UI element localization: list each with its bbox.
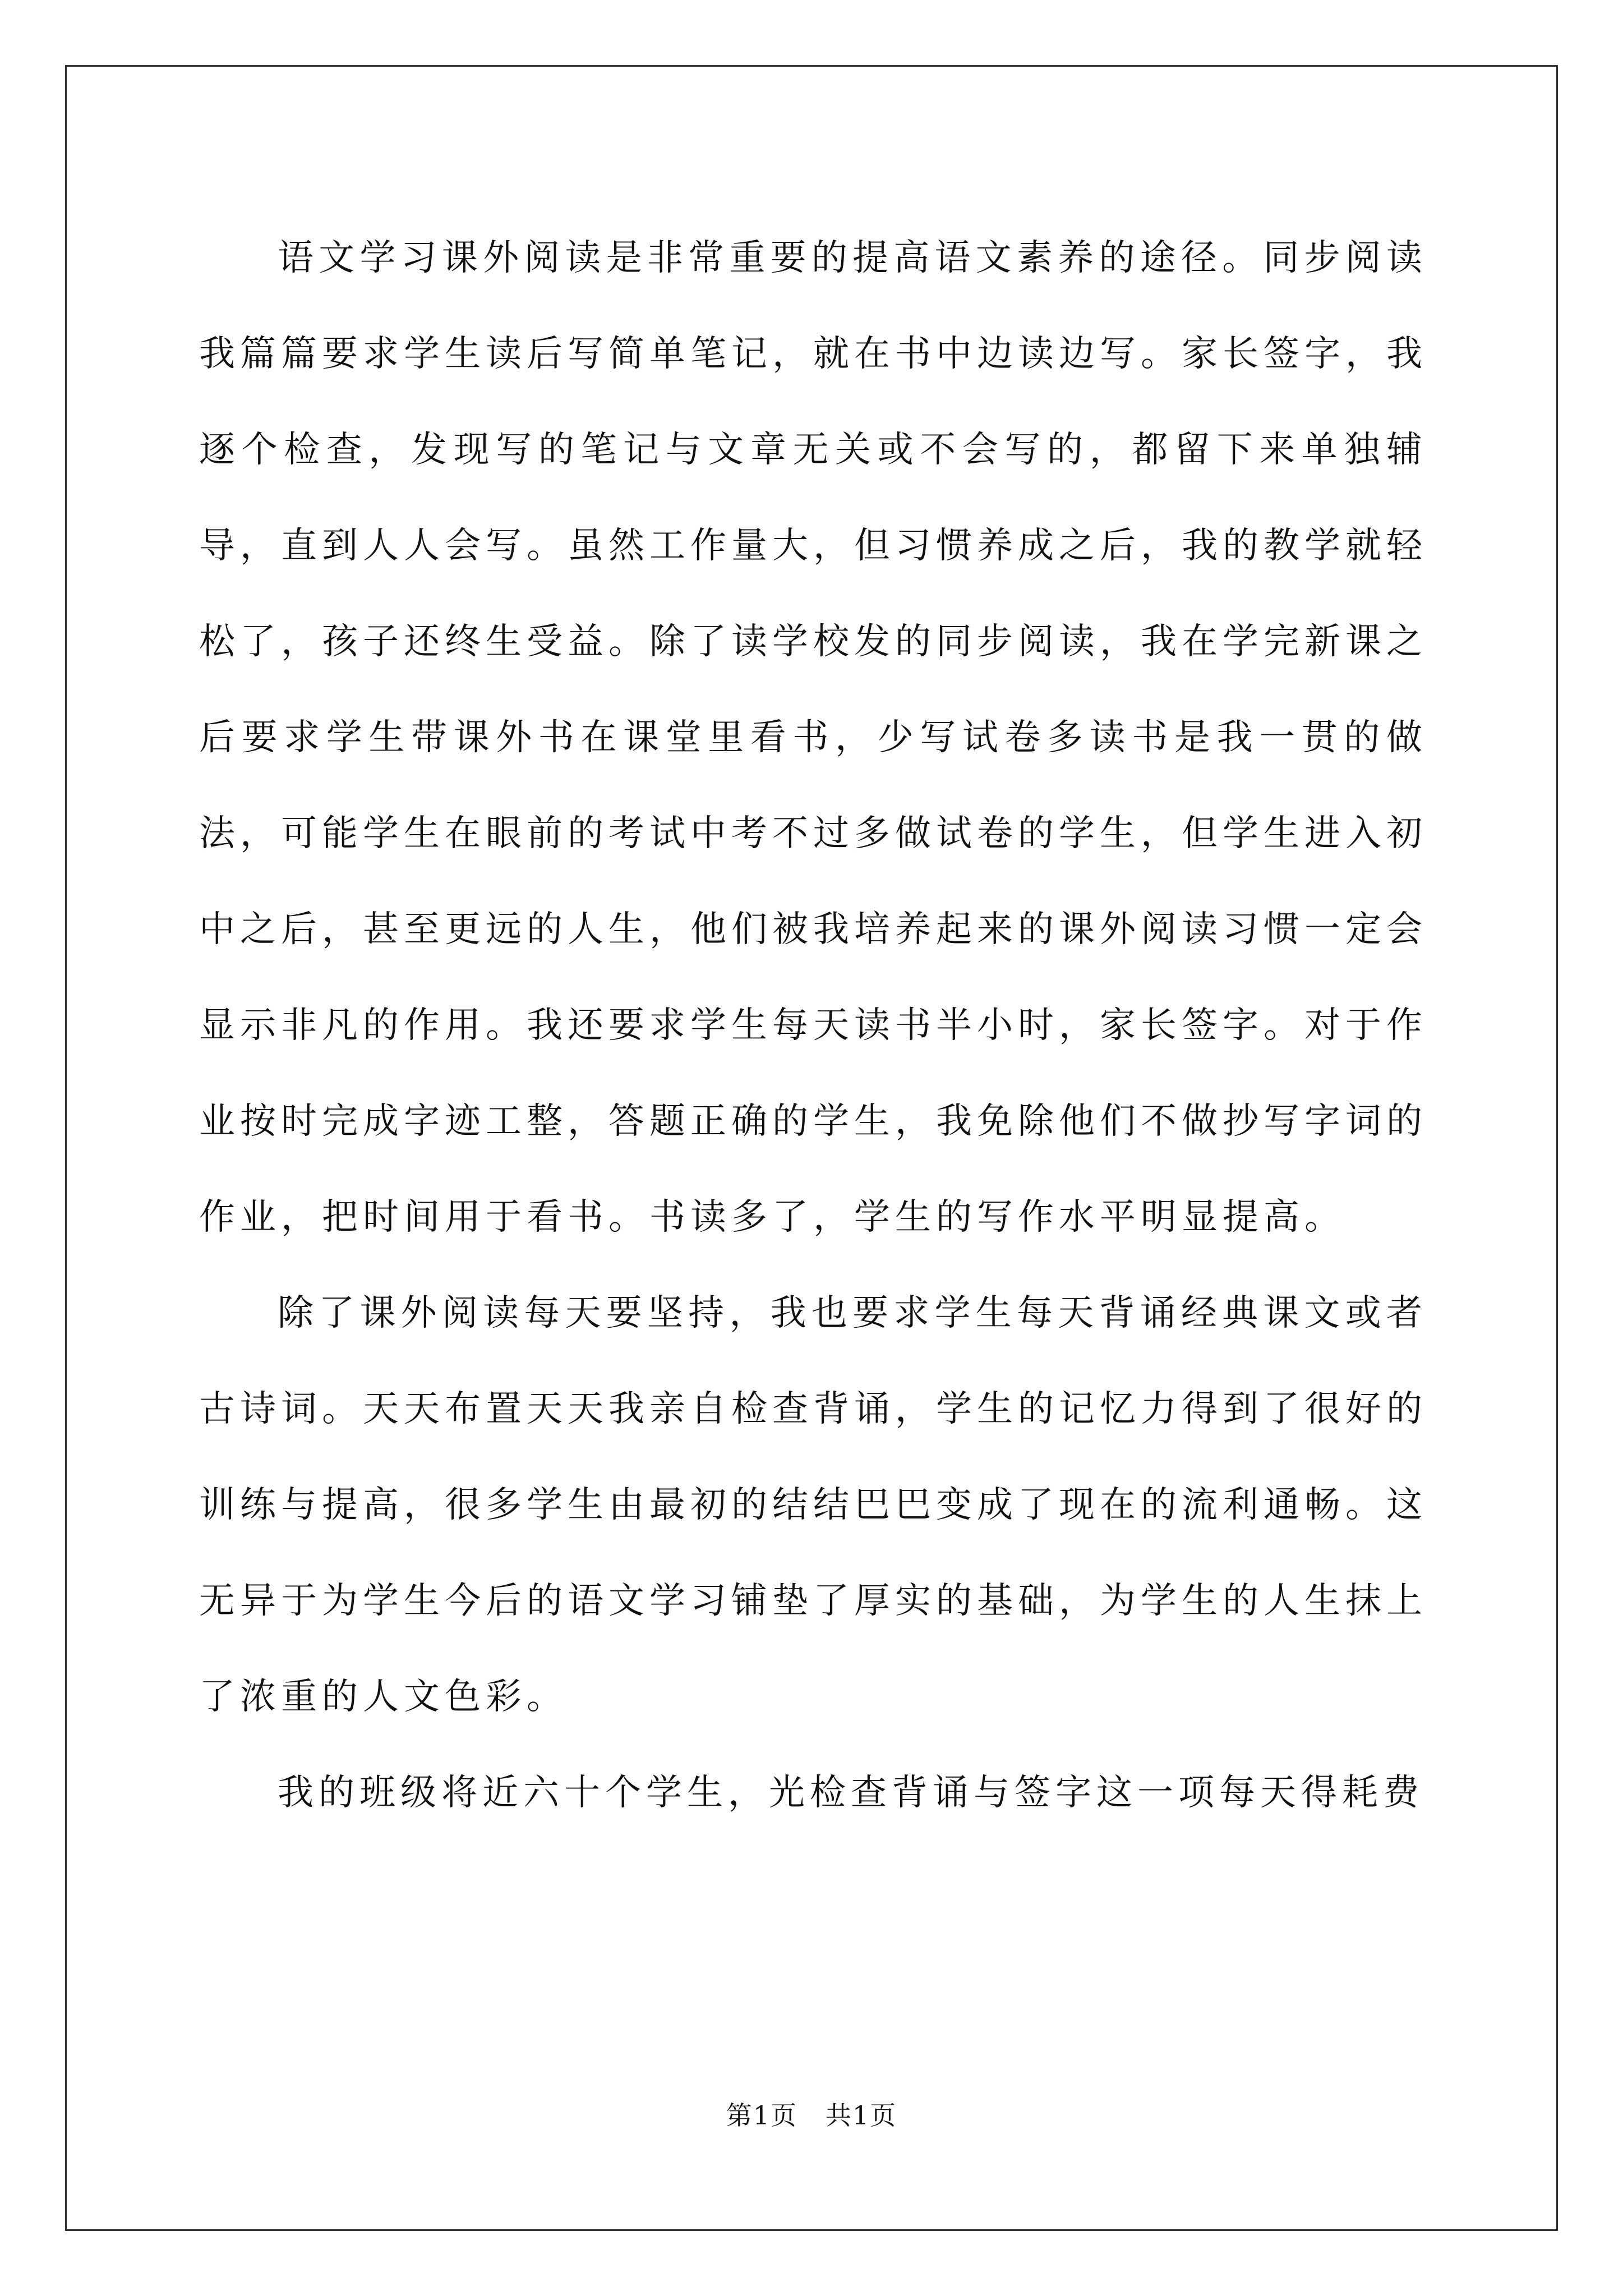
paragraph-3: 我的班级将近六十个学生，光检查背诵与签字这一项每天得耗费	[278, 1772, 1424, 1814]
page-footer	[0, 2095, 1623, 2132]
page-number-total: 共1页	[826, 2100, 897, 2131]
document-body	[199, 210, 1427, 1841]
paragraph-2: 除了课外阅读每天要坚持，我也要求学生每天背诵经典课文或者古诗词。天天布置天天我亲自检查背诵，学生的记忆力得到了很好的训练与提高，很多学生由最初的结结巴巴变成了现在的流利通畅。这无异于为学生今后的语文学习铺垫了厚实的基础，为学生的人生抹上了浓重的人文色彩。	[199, 1292, 1427, 1718]
page-number-current: 第1页	[726, 2100, 797, 2131]
paragraph-1: 语文学习课外阅读是非常重要的提高语文素养的途径。同步阅读我篇篇要求学生读后写简单笔记，就在书中边读边写。家长签字，我逐个检查，发现写的笔记与文章无关或不会写的，都留下来单独辅导，直到人人会写。虽然工作量大，但习惯养成之后，我的教学就轻松了，孩子还终生受益。除了读学校发的同步阅读，我在学完新课之后要求学生带课外书在课堂里看书，少写试卷多读书是我一贯的做法，可能学生在眼前的考试中考不过多做试卷的学生，但学生进入初中之后，甚至更远的人生，他们被我培养起来的课外阅读习惯一定会显示非凡的作用。我还要求学生每天读书半小时，家长签字。对于作业按时完成字迹工整，答题正确的学生，我免除他们不做抄写字词的作业，把时间用于看书。书读多了，学生的写作水平明显提高。	[199, 237, 1427, 1238]
